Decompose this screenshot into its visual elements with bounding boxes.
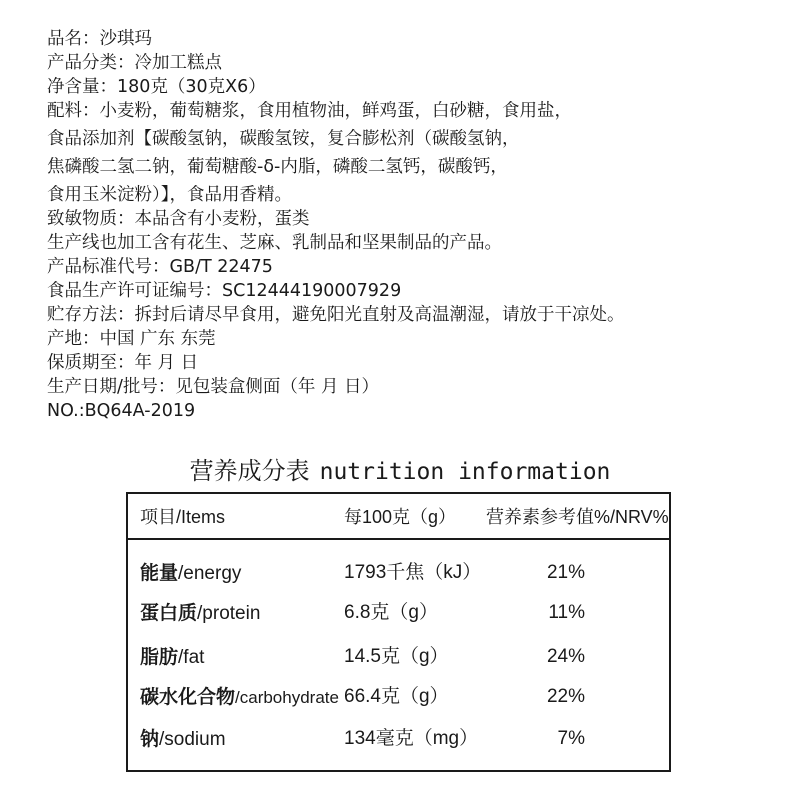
nutrient-nrv: 7% bbox=[557, 728, 585, 749]
nutrient-amount: 134毫克（mg） bbox=[344, 728, 479, 749]
nutrient-label: 蛋白质/protein bbox=[140, 602, 261, 624]
nutrient-amount: 14.5克（g） bbox=[344, 646, 449, 667]
nutrient-label: 碳水化合物/carbohydrate bbox=[140, 686, 339, 708]
nutrient-amount: 66.4克（g） bbox=[344, 686, 449, 707]
allergen-line: 致敏物质：本品含有小麦粉，蛋类 bbox=[47, 209, 310, 229]
header-nrv: 营养素参考值%/NRV% bbox=[486, 507, 669, 527]
nutrition-title-en: nutrition information bbox=[319, 459, 611, 485]
nutrient-nrv: 21% bbox=[546, 562, 585, 583]
nutrient-amount: 6.8克（g） bbox=[344, 602, 438, 623]
nutrient-label: 脂肪/fat bbox=[140, 646, 205, 668]
origin-line: 产地：中国 广东 东莞 bbox=[47, 329, 216, 349]
nutrient-nrv: 11% bbox=[548, 602, 585, 623]
ingredients-line-1: 配料：小麦粉，葡萄糖浆，食用植物油，鲜鸡蛋，白砂糖，食用盐， bbox=[47, 101, 572, 121]
product-category-line: 产品分类：冷加工糕点 bbox=[47, 53, 222, 73]
nutrition-title bbox=[0, 456, 800, 487]
header-items: 项目/Items bbox=[140, 507, 226, 527]
nutrient-amount: 1793千焦（kJ） bbox=[344, 562, 482, 583]
nutrient-label: 钠/sodium bbox=[140, 728, 226, 750]
product-name-line: 品名：沙琪玛 bbox=[47, 29, 152, 49]
batch-number-line: NO.:BQ64A-2019 bbox=[47, 401, 196, 421]
product-info-block bbox=[47, 27, 787, 423]
ingredients-line-4: 食用玉米淀粉）】，食品用香精。 bbox=[47, 185, 292, 205]
nutrient-nrv: 24% bbox=[546, 646, 585, 667]
header-divider bbox=[128, 538, 669, 540]
header-per-100g: 每100克（g） bbox=[344, 507, 457, 527]
ingredients-line-3: 焦磷酸二氢二钠，葡萄糖酸-δ-内脂，磷酸二氢钙，碳酸钙， bbox=[47, 157, 508, 177]
production-line-note: 生产线也加工含有花生、芝麻、乳制品和坚果制品的产品。 bbox=[47, 233, 502, 253]
storage-method-line: 贮存方法：拆封后请尽早食用，避免阳光直射及高温潮湿，请放于干凉处。 bbox=[47, 305, 625, 325]
nutrient-label: 能量/energy bbox=[140, 562, 242, 584]
nutrition-table bbox=[126, 492, 671, 772]
shelf-life-line: 保质期至：年 月 日 bbox=[47, 353, 199, 373]
production-date-line: 生产日期/批号：见包装盒侧面（年 月 日） bbox=[47, 377, 380, 397]
standard-code-line: 产品标准代号：GB/T 22475 bbox=[47, 257, 273, 277]
ingredients-line-2: 食品添加剂【碳酸氢钠，碳酸氢铵，复合膨松剂（碳酸氢钠， bbox=[47, 129, 520, 149]
net-content-line: 净含量：180克（30克X6） bbox=[47, 77, 266, 97]
nutrient-nrv: 22% bbox=[546, 686, 585, 707]
license-number-line: 食品生产许可证编号：SC12444190007929 bbox=[47, 281, 402, 301]
nutrition-title-zh: 营养成分表 bbox=[189, 457, 310, 485]
